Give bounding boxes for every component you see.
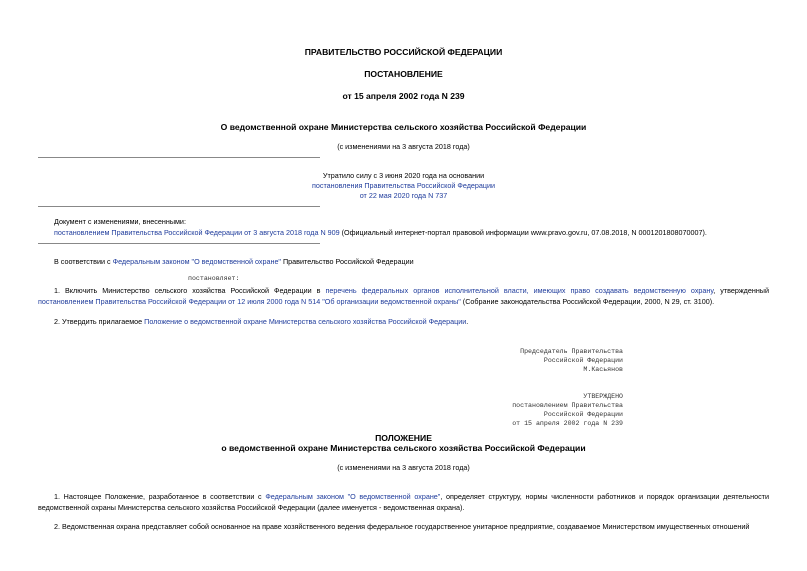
regulation-link[interactable]: Положение о ведомственной охране Министерства сельского хозяйства Российской Федерации <box>144 317 467 326</box>
amendments-note: (с изменениями на 3 августа 2018 года) <box>337 142 470 151</box>
date-number: от 15 апреля 2002 года N 239 <box>342 91 465 101</box>
federal-law-link[interactable]: Федеральным законом "О ведомственной охране" <box>112 257 281 266</box>
government-heading: ПРАВИТЕЛЬСТВО РОССИЙСКОЙ ФЕДЕРАЦИИ <box>304 47 503 57</box>
reg-item-2: 2. Ведомственная охрана представляет собой основанное на праве хозяйственного ведения федеральное государственное унитарное предприятие, создаваемое Министерством имущественных отношений <box>54 522 750 531</box>
divider <box>38 243 320 244</box>
reg-item-1: 1. Настоящее Положение, разработанное в соответствии с Федеральным законом "О ведомственной охране", определяет структуру, нормы численности работников и порядок организации деятельности ведомственной охраны Министерства сельского хозяйства Российской Федерации (далее именуется - ведомственная охрана). <box>38 492 769 512</box>
signature-block: Председатель Правительства Российской Федерации М.Касьянов <box>520 348 623 373</box>
item-2: 2. Утвердить прилагаемое Положение о ведомственной охране Министерства сельского хозяйства Российской Федерации. <box>54 317 469 326</box>
changes-label: Документ с изменениями, внесенными: <box>54 217 186 226</box>
decides-word: постановляет: <box>188 275 240 282</box>
agencies-list-link[interactable]: перечень федеральных органов исполнительной власти, имеющих право создавать ведомственную охрану <box>325 286 714 295</box>
regulation-amendments: (с изменениями на 3 августа 2018 года) <box>337 463 470 472</box>
federal-law-link-2[interactable]: Федеральным законом "О ведомственной охране" <box>265 492 441 501</box>
expired-notice: Утратило силу с 3 июня 2020 года на основании <box>322 171 485 180</box>
approved-block: УТВЕРЖДЕНО постановлением Правительства Российской Федерации от 15 апреля 2002 года N 239 <box>512 393 623 427</box>
preamble: В соответствии с Федеральным законом "О ведомственной охране" Правительство Российской Федерации <box>54 257 414 266</box>
divider <box>38 206 320 207</box>
resolution-514-link[interactable]: постановлением Правительства Российской Федерации от 12 июля 2000 года N 514 "Об организации ведомственной охраны" <box>38 296 461 306</box>
item-1: 1. Включить Министерство сельского хозяйства Российской Федерации в перечень федеральных органов исполнительной власти, имеющих право создавать ведомственную охрану, утвержденный постановлением Правительства Российской Федерации от 12 июля 2000 года N 514 "Об организации ведомственной охраны" (Собрание законодательства Российской Федерации, 2000, N 29, ст. 3100). <box>38 286 769 306</box>
regulation-title: ПОЛОЖЕНИЕ <box>375 433 432 443</box>
expired-link-date[interactable]: от 22 мая 2020 года N 737 <box>359 191 448 200</box>
changes-link[interactable]: постановлением Правительства Российской Федерации от 3 августа 2018 года N 909 <box>54 228 340 237</box>
doc-type-heading: ПОСТАНОВЛЕНИЕ <box>364 69 443 79</box>
regulation-subtitle: о ведомственной охране Министерства сельского хозяйства Российской Федерации <box>221 443 586 453</box>
changes-source: (Официальный интернет-портал правовой информации www.pravo.gov.ru, 07.08.2018, N 0001201808070007). <box>339 228 707 237</box>
changes-line <box>54 228 707 237</box>
expired-link[interactable]: постановления Правительства Российской Федерации <box>311 181 496 190</box>
document-title: О ведомственной охране Министерства сельского хозяйства Российской Федерации <box>220 122 587 132</box>
divider <box>38 157 320 158</box>
